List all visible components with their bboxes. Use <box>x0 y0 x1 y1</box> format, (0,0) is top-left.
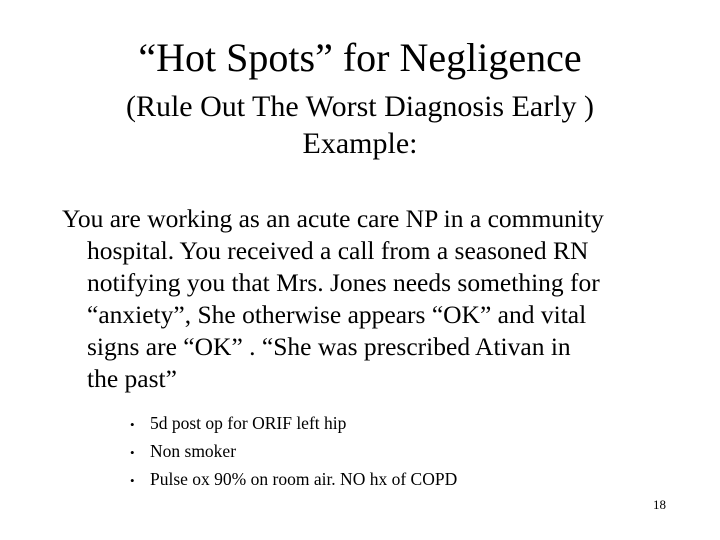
subtitle-line: Example: <box>302 127 418 160</box>
findings-list <box>130 410 457 494</box>
list-item-text: Pulse ox 90% on room air. NO hx of COPD <box>150 469 458 489</box>
subtitle-line: (Rule Out The Worst Diagnosis Early ) <box>125 90 595 123</box>
paragraph-line: “anxiety”, She otherwise appears “OK” and vital <box>87 300 587 329</box>
list-item-text: 5d post op for ORIF left hip <box>150 413 347 433</box>
scenario-paragraph <box>62 203 682 395</box>
bullet-icon: • <box>130 417 135 432</box>
paragraph-line: signs are “OK” . “She was prescribed Ativan in <box>87 332 571 361</box>
bullet-icon: • <box>130 473 135 488</box>
slide-title: “Hot Spots” for Negligence <box>138 35 582 80</box>
paragraph-line: You are working as an acute care NP in a community <box>62 204 604 233</box>
paragraph-line: the past” <box>87 364 177 393</box>
list-item <box>130 438 457 466</box>
list-item-text: Non smoker <box>150 441 237 461</box>
list-item <box>130 466 457 494</box>
paragraph-line: hospital. You received a call from a seasoned RN <box>87 236 589 265</box>
paragraph-line: notifying you that Mrs. Jones needs something for <box>87 268 600 297</box>
slide-subtitle <box>0 88 720 162</box>
page-number: 18 <box>653 497 666 512</box>
bullet-icon: • <box>130 445 135 460</box>
list-item <box>130 410 457 438</box>
